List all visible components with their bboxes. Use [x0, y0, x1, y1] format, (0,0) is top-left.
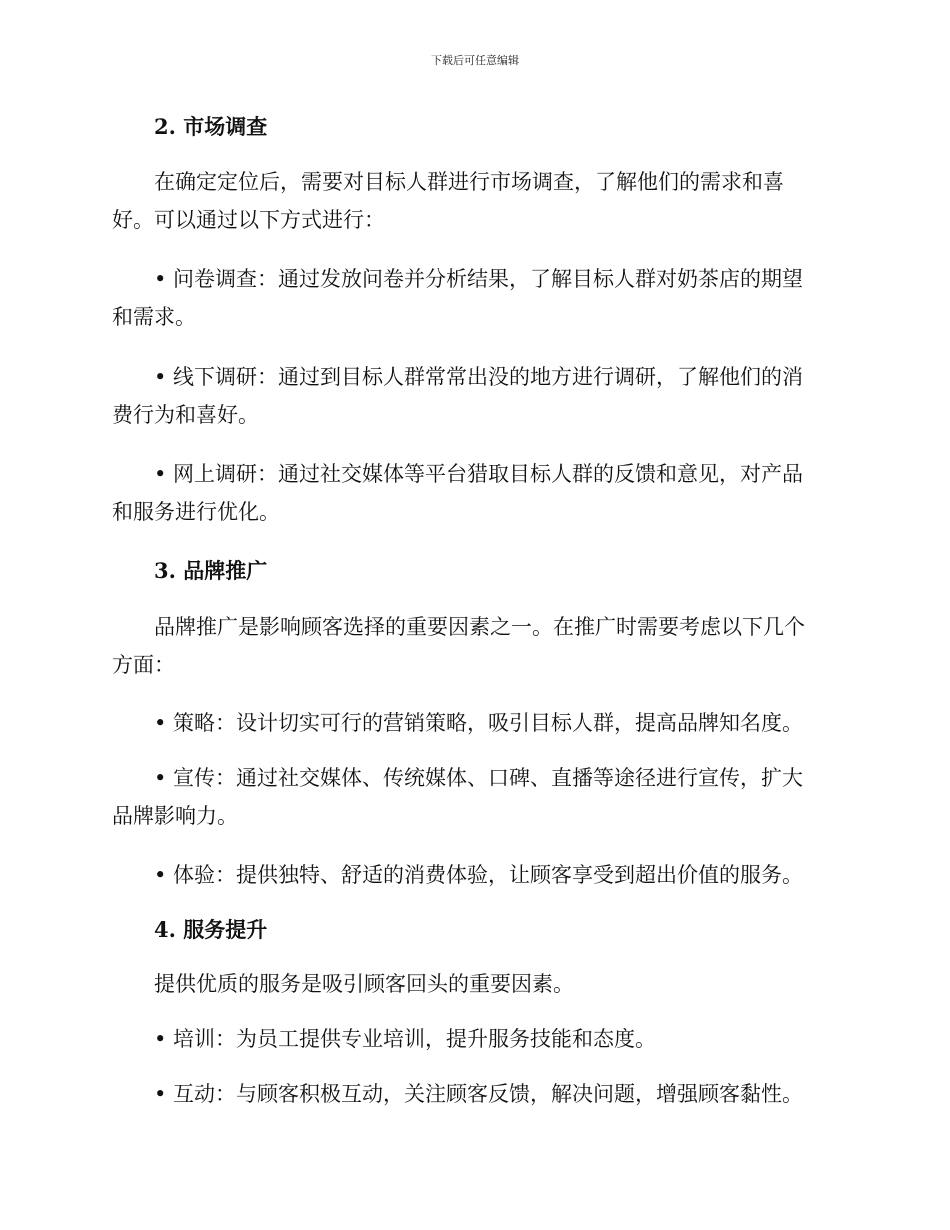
bullet-interaction: • 互动：与顾客积极互动，关注顾客反馈，解决问题，增强顾客黏性。: [154, 1082, 804, 1106]
paragraph-market-research-intro: 在确定定位后，需要对目标人群进行市场调查，了解他们的需求和喜好。可以通过以下方式进行：: [112, 170, 784, 232]
bullet-publicity: • 宣传：通过社交媒体、传统媒体、口碑、直播等途径进行宣传，扩大品牌影响力。: [112, 766, 804, 828]
paragraph-brand-promotion-intro: 品牌推广是影响顾客选择的重要因素之一。在推广时需要考虑以下几个方面：: [112, 615, 805, 677]
bullet-online-research: • 网上调研：通过社交媒体等平台猎取目标人群的反馈和意见，对产品和服务进行优化。: [112, 462, 804, 524]
bullet-experience: • 体验：提供独特、舒适的消费体验，让顾客享受到超出价值的服务。: [154, 863, 804, 887]
section-heading-service-improvement: 4. 服务提升: [154, 917, 268, 942]
section-heading-market-research: 2. 市场调查: [154, 114, 268, 139]
section-heading-brand-promotion: 3. 品牌推广: [154, 558, 268, 583]
bullet-strategy: • 策略：设计切实可行的营销策略，吸引目标人群，提高品牌知名度。: [154, 711, 804, 735]
page-header: 下载后可任意编辑: [431, 54, 519, 67]
bullet-training: • 培训：为员工提供专业培训，提升服务技能和态度。: [154, 1027, 657, 1051]
paragraph-service-intro: 提供优质的服务是吸引顾客回头的重要因素。: [154, 972, 574, 996]
bullet-questionnaire: • 问卷调查：通过发放问卷并分析结果，了解目标人群对奶茶店的期望和需求。: [112, 267, 804, 329]
bullet-offline-research: • 线下调研：通过到目标人群常常出没的地方进行调研，了解他们的消费行为和喜好。: [112, 365, 804, 427]
